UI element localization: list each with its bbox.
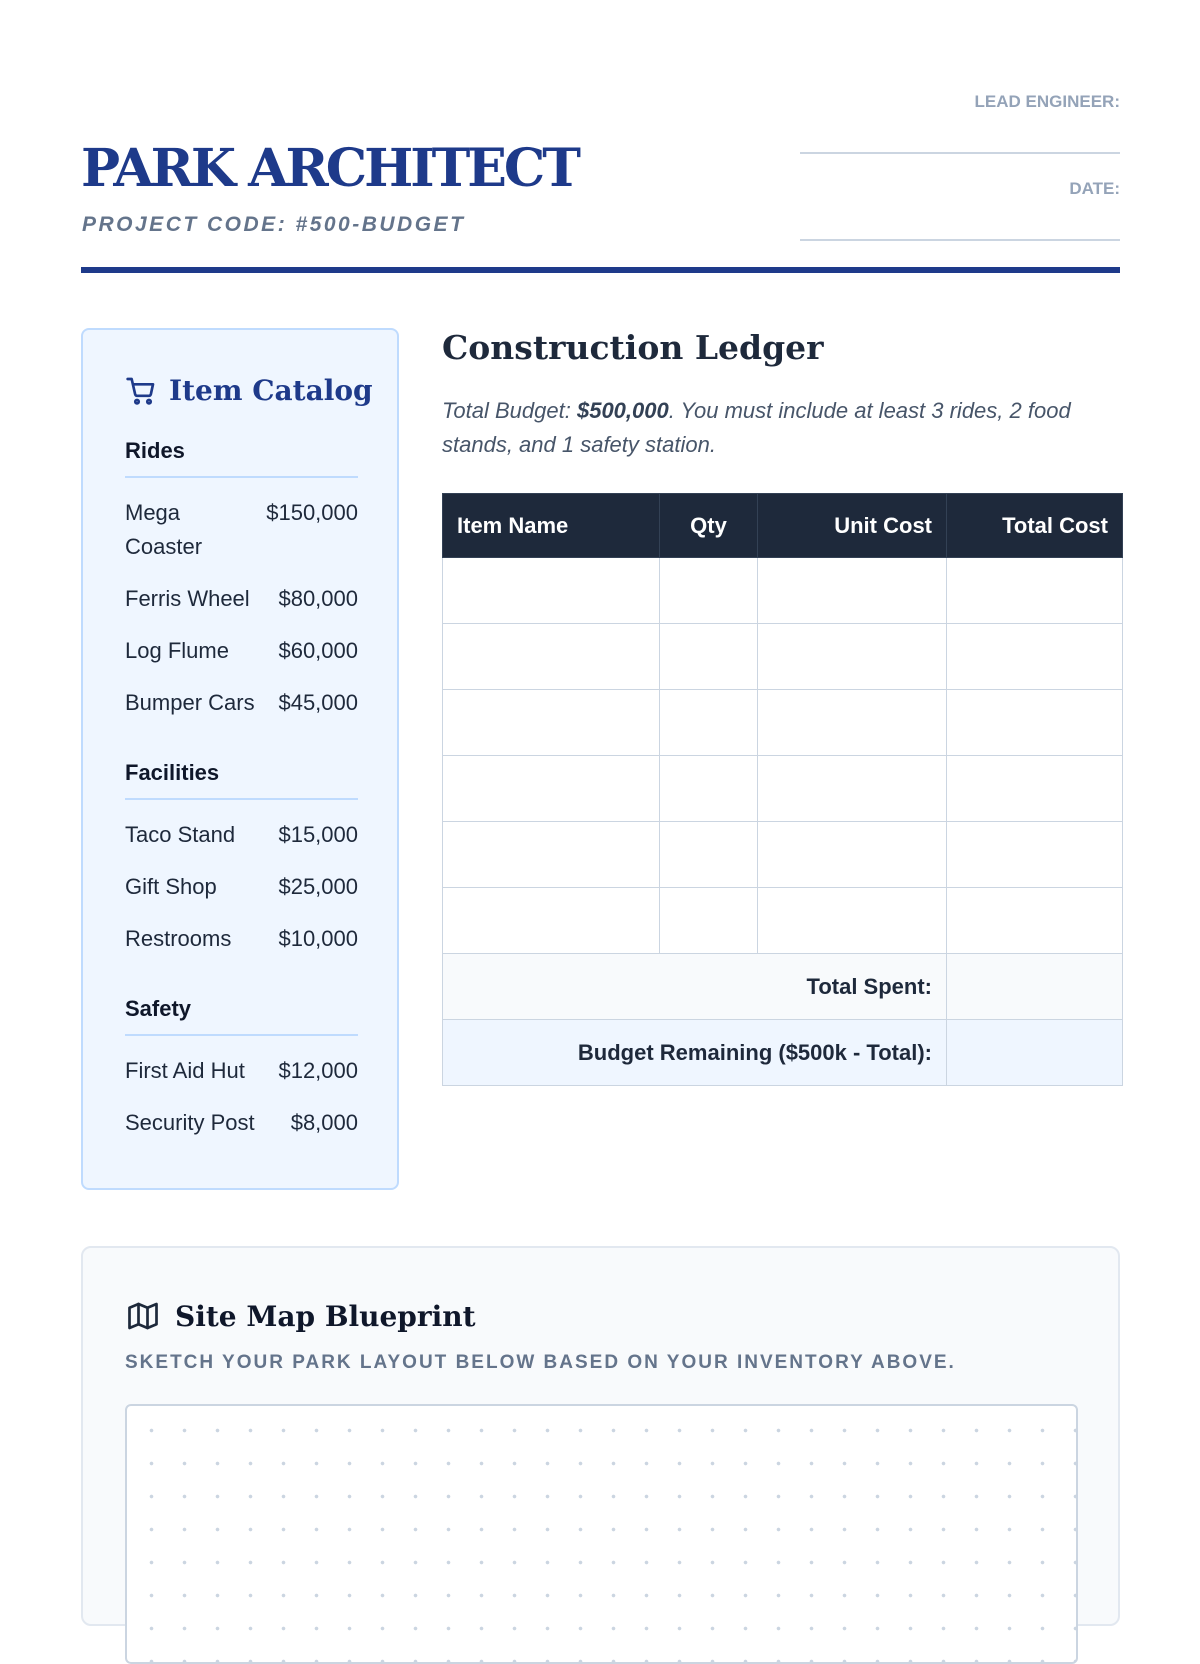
unit-cost-cell[interactable] <box>758 558 947 624</box>
ledger-title: Construction Ledger <box>442 328 824 367</box>
total-cost-cell[interactable] <box>947 558 1123 624</box>
date-line[interactable] <box>800 239 1120 241</box>
catalog-item-price: $45,000 <box>278 690 358 715</box>
catalog-item-price: $25,000 <box>278 874 358 899</box>
catalog-item <box>125 686 358 720</box>
item-catalog-panel <box>81 328 399 1190</box>
catalog-item-name: Ferris Wheel <box>125 586 250 611</box>
catalog-item-price: $15,000 <box>278 822 358 847</box>
header-divider <box>81 267 1120 273</box>
qty-cell[interactable] <box>660 558 758 624</box>
item-name-cell[interactable] <box>443 822 660 888</box>
construction-ledger <box>442 328 1122 1065</box>
total-cost-cell[interactable] <box>947 624 1123 690</box>
total-spent-label: Total Spent: <box>443 954 947 1020</box>
catalog-title: Item Catalog <box>169 374 373 407</box>
ledger-note-budget: $500,000 <box>576 398 669 423</box>
map-icon <box>125 1298 161 1334</box>
unit-cost-cell[interactable] <box>758 822 947 888</box>
catalog-item-name: Mega Coaster <box>125 500 203 559</box>
page-title: PARK ARCHITECT <box>81 138 578 199</box>
catalog-item <box>125 1054 358 1088</box>
catalog-group-title: Rides <box>125 438 358 478</box>
budget-remaining-row <box>443 1020 1123 1086</box>
catalog-item-name: First Aid Hut <box>125 1058 245 1083</box>
catalog-group-safety <box>125 996 358 1140</box>
shopping-cart-icon <box>125 375 157 407</box>
catalog-item <box>125 870 358 904</box>
unit-cost-cell[interactable] <box>758 888 947 954</box>
catalog-item <box>125 922 358 956</box>
item-name-cell[interactable] <box>443 756 660 822</box>
header-meta-fields <box>800 88 1120 262</box>
catalog-item-price: $80,000 <box>278 586 358 611</box>
catalog-item <box>125 582 358 616</box>
lead-engineer-line[interactable] <box>800 152 1120 154</box>
qty-cell[interactable] <box>660 690 758 756</box>
budget-remaining-cell[interactable] <box>947 1020 1123 1086</box>
table-row <box>443 690 1123 756</box>
catalog-item-price: $10,000 <box>278 926 358 951</box>
total-cost-cell[interactable] <box>947 822 1123 888</box>
catalog-item <box>125 634 358 668</box>
item-name-cell[interactable] <box>443 558 660 624</box>
catalog-item-price: $150,000 <box>266 500 358 525</box>
table-row <box>443 888 1123 954</box>
catalog-group-title: Safety <box>125 996 358 1036</box>
table-row <box>443 822 1123 888</box>
ledger-table <box>442 493 1123 1086</box>
column-header-item-name: Item Name <box>443 494 660 558</box>
lead-engineer-label: LEAD ENGINEER: <box>974 92 1120 111</box>
lead-engineer-field[interactable] <box>800 88 1120 175</box>
ledger-instructions <box>442 394 1122 462</box>
catalog-item-name: Taco Stand <box>125 822 236 847</box>
column-header-unit-cost: Unit Cost <box>758 494 947 558</box>
catalog-group-facilities <box>125 760 358 956</box>
ledger-note-suffix: . You must include at least 3 rides, 2 food stands, and 1 safety station. <box>442 398 1071 457</box>
ledger-note-prefix: Total Budget: <box>442 398 577 423</box>
table-row <box>443 558 1123 624</box>
total-spent-row <box>443 954 1123 1020</box>
catalog-item <box>125 818 358 852</box>
catalog-item-name: Gift Shop <box>125 874 217 899</box>
unit-cost-cell[interactable] <box>758 624 947 690</box>
total-spent-cell[interactable] <box>947 954 1123 1020</box>
unit-cost-cell[interactable] <box>758 690 947 756</box>
catalog-item-price: $60,000 <box>278 638 358 663</box>
total-cost-cell[interactable] <box>947 888 1123 954</box>
qty-cell[interactable] <box>660 624 758 690</box>
qty-cell[interactable] <box>660 822 758 888</box>
item-name-cell[interactable] <box>443 624 660 690</box>
site-map-section <box>81 1246 1120 1626</box>
qty-cell[interactable] <box>660 756 758 822</box>
catalog-group-rides <box>125 438 358 720</box>
catalog-item <box>125 496 358 564</box>
catalog-group-title: Facilities <box>125 760 358 800</box>
column-header-qty: Qty <box>660 494 758 558</box>
table-row <box>443 624 1123 690</box>
site-map-header <box>125 1298 476 1334</box>
site-map-instructions: SKETCH YOUR PARK LAYOUT BELOW BASED ON YOUR INVENTORY ABOVE. <box>125 1352 956 1373</box>
total-cost-cell[interactable] <box>947 690 1123 756</box>
date-label: DATE: <box>1069 179 1120 198</box>
item-name-cell[interactable] <box>443 888 660 954</box>
qty-cell[interactable] <box>660 888 758 954</box>
item-name-cell[interactable] <box>443 690 660 756</box>
catalog-item-name: Security Post <box>125 1110 255 1135</box>
unit-cost-cell[interactable] <box>758 756 947 822</box>
catalog-item-price: $12,000 <box>278 1058 358 1083</box>
catalog-header <box>125 374 373 407</box>
total-cost-cell[interactable] <box>947 756 1123 822</box>
page-header <box>81 0 1120 275</box>
site-map-title: Site Map Blueprint <box>175 1299 476 1333</box>
ledger-header-row <box>443 494 1123 558</box>
catalog-item-name: Restrooms <box>125 926 232 951</box>
budget-remaining-label: Budget Remaining ($500k - Total): <box>443 1020 947 1086</box>
date-field[interactable] <box>800 175 1120 262</box>
catalog-item-name: Bumper Cars <box>125 690 255 715</box>
worksheet-page <box>81 0 1120 1373</box>
sketch-area[interactable] <box>125 1404 1078 1664</box>
table-row <box>443 756 1123 822</box>
catalog-item <box>125 1106 358 1140</box>
catalog-item-name: Log Flume <box>125 638 229 663</box>
catalog-item-price: $8,000 <box>290 1110 358 1135</box>
column-header-total-cost: Total Cost <box>947 494 1123 558</box>
project-code: PROJECT CODE: #500-BUDGET <box>82 213 466 236</box>
